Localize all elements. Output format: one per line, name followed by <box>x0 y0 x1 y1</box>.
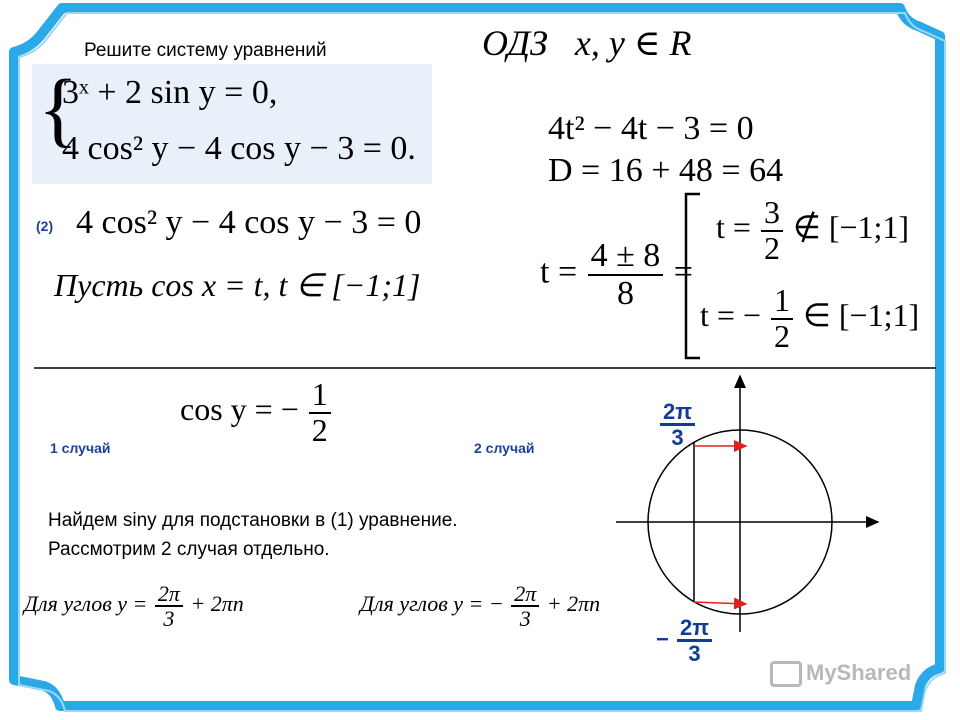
unit-circle-diagram <box>600 370 900 670</box>
cos-prefix: cos y = − <box>180 390 299 427</box>
case2-label: 2 случай <box>474 440 535 456</box>
discriminant: D = 16 + 48 = 64 <box>548 152 784 189</box>
root1-suffix: ∉ [−1;1] <box>792 208 910 245</box>
t-equals: = <box>673 253 693 291</box>
t-formula <box>540 238 693 311</box>
case1-formula <box>24 582 244 630</box>
cos-equation <box>180 378 333 447</box>
t-fraction <box>588 238 664 311</box>
root2-suffix: ∈ [−1;1] <box>802 296 920 333</box>
description-line1: Найдем siny для подстановки в (1) уравнение. <box>48 510 458 531</box>
root1-den: 2 <box>763 229 780 266</box>
case2-den: 3 <box>519 606 531 632</box>
t-den: 8 <box>616 274 634 312</box>
case2-suffix: + 2πn <box>546 591 601 617</box>
angle-bottom-den: 3 <box>688 641 701 667</box>
odz-text: ОДЗ <box>482 23 548 63</box>
system-eq1: 3ˣ + 2 sin y = 0, <box>62 74 278 111</box>
cos-den: 2 <box>311 411 328 448</box>
case2-num: 2π <box>511 582 539 607</box>
cases-bracket <box>682 192 702 362</box>
root1-num: 3 <box>761 196 783 232</box>
case1-num: 2π <box>155 582 183 607</box>
watermark-text: MyShared <box>806 660 912 685</box>
watermark <box>770 660 911 687</box>
case1-fraction <box>155 582 183 630</box>
root2-prefix: t = − <box>700 296 761 333</box>
root2 <box>700 284 919 353</box>
case1-prefix: Для углов y = <box>24 591 148 617</box>
root2-fraction <box>771 284 793 353</box>
case2-fraction <box>511 582 539 630</box>
angle-top-num: 2π <box>660 400 695 426</box>
case2-prefix: Для углов y = − <box>360 591 504 617</box>
step-tag: (2) <box>36 218 54 234</box>
angle-bottom-fraction <box>677 616 712 665</box>
watermark-icon <box>770 661 802 687</box>
task-title: Решите систему уравнений <box>84 40 327 61</box>
root1-fraction <box>761 196 783 265</box>
angle-bottom-num: 2π <box>677 616 712 642</box>
odz-vars: x, y ∈ R <box>574 23 692 63</box>
description <box>48 506 458 564</box>
case1-suffix: + 2πn <box>190 591 244 617</box>
angle-top-den: 3 <box>671 425 684 451</box>
cos-num: 1 <box>309 378 331 414</box>
case2-formula <box>360 582 600 630</box>
root1-prefix: t = <box>716 208 751 245</box>
quadratic-eq: 4t² − 4t − 3 = 0 <box>548 110 754 147</box>
angle-bottom-label <box>656 616 714 665</box>
cos-fraction <box>309 378 331 447</box>
case1-den: 3 <box>163 606 175 632</box>
angle-top-fraction <box>660 400 695 449</box>
odz-label <box>482 22 691 64</box>
angle-bottom-sign: − <box>656 626 669 652</box>
arrow-bottom <box>694 602 746 604</box>
case1-label: 1 случай <box>50 440 111 456</box>
root2-num: 1 <box>771 284 793 320</box>
system-brace: { <box>38 63 79 156</box>
description-line2: Рассмотрим 2 случая отдельно. <box>48 539 330 560</box>
root2-den: 2 <box>773 317 790 354</box>
t-prefix: t = <box>540 253 578 291</box>
system-eq2: 4 cos² y − 4 cos y − 3 = 0. <box>62 130 416 167</box>
substitution-line: Пусть cos x = t, t ∈ [−1;1] <box>54 267 421 303</box>
t-num: 4 ± 8 <box>588 238 664 276</box>
angle-top-label <box>658 400 697 449</box>
root1 <box>716 196 909 265</box>
step2-equation: 4 cos² y − 4 cos y − 3 = 0 <box>76 204 422 241</box>
